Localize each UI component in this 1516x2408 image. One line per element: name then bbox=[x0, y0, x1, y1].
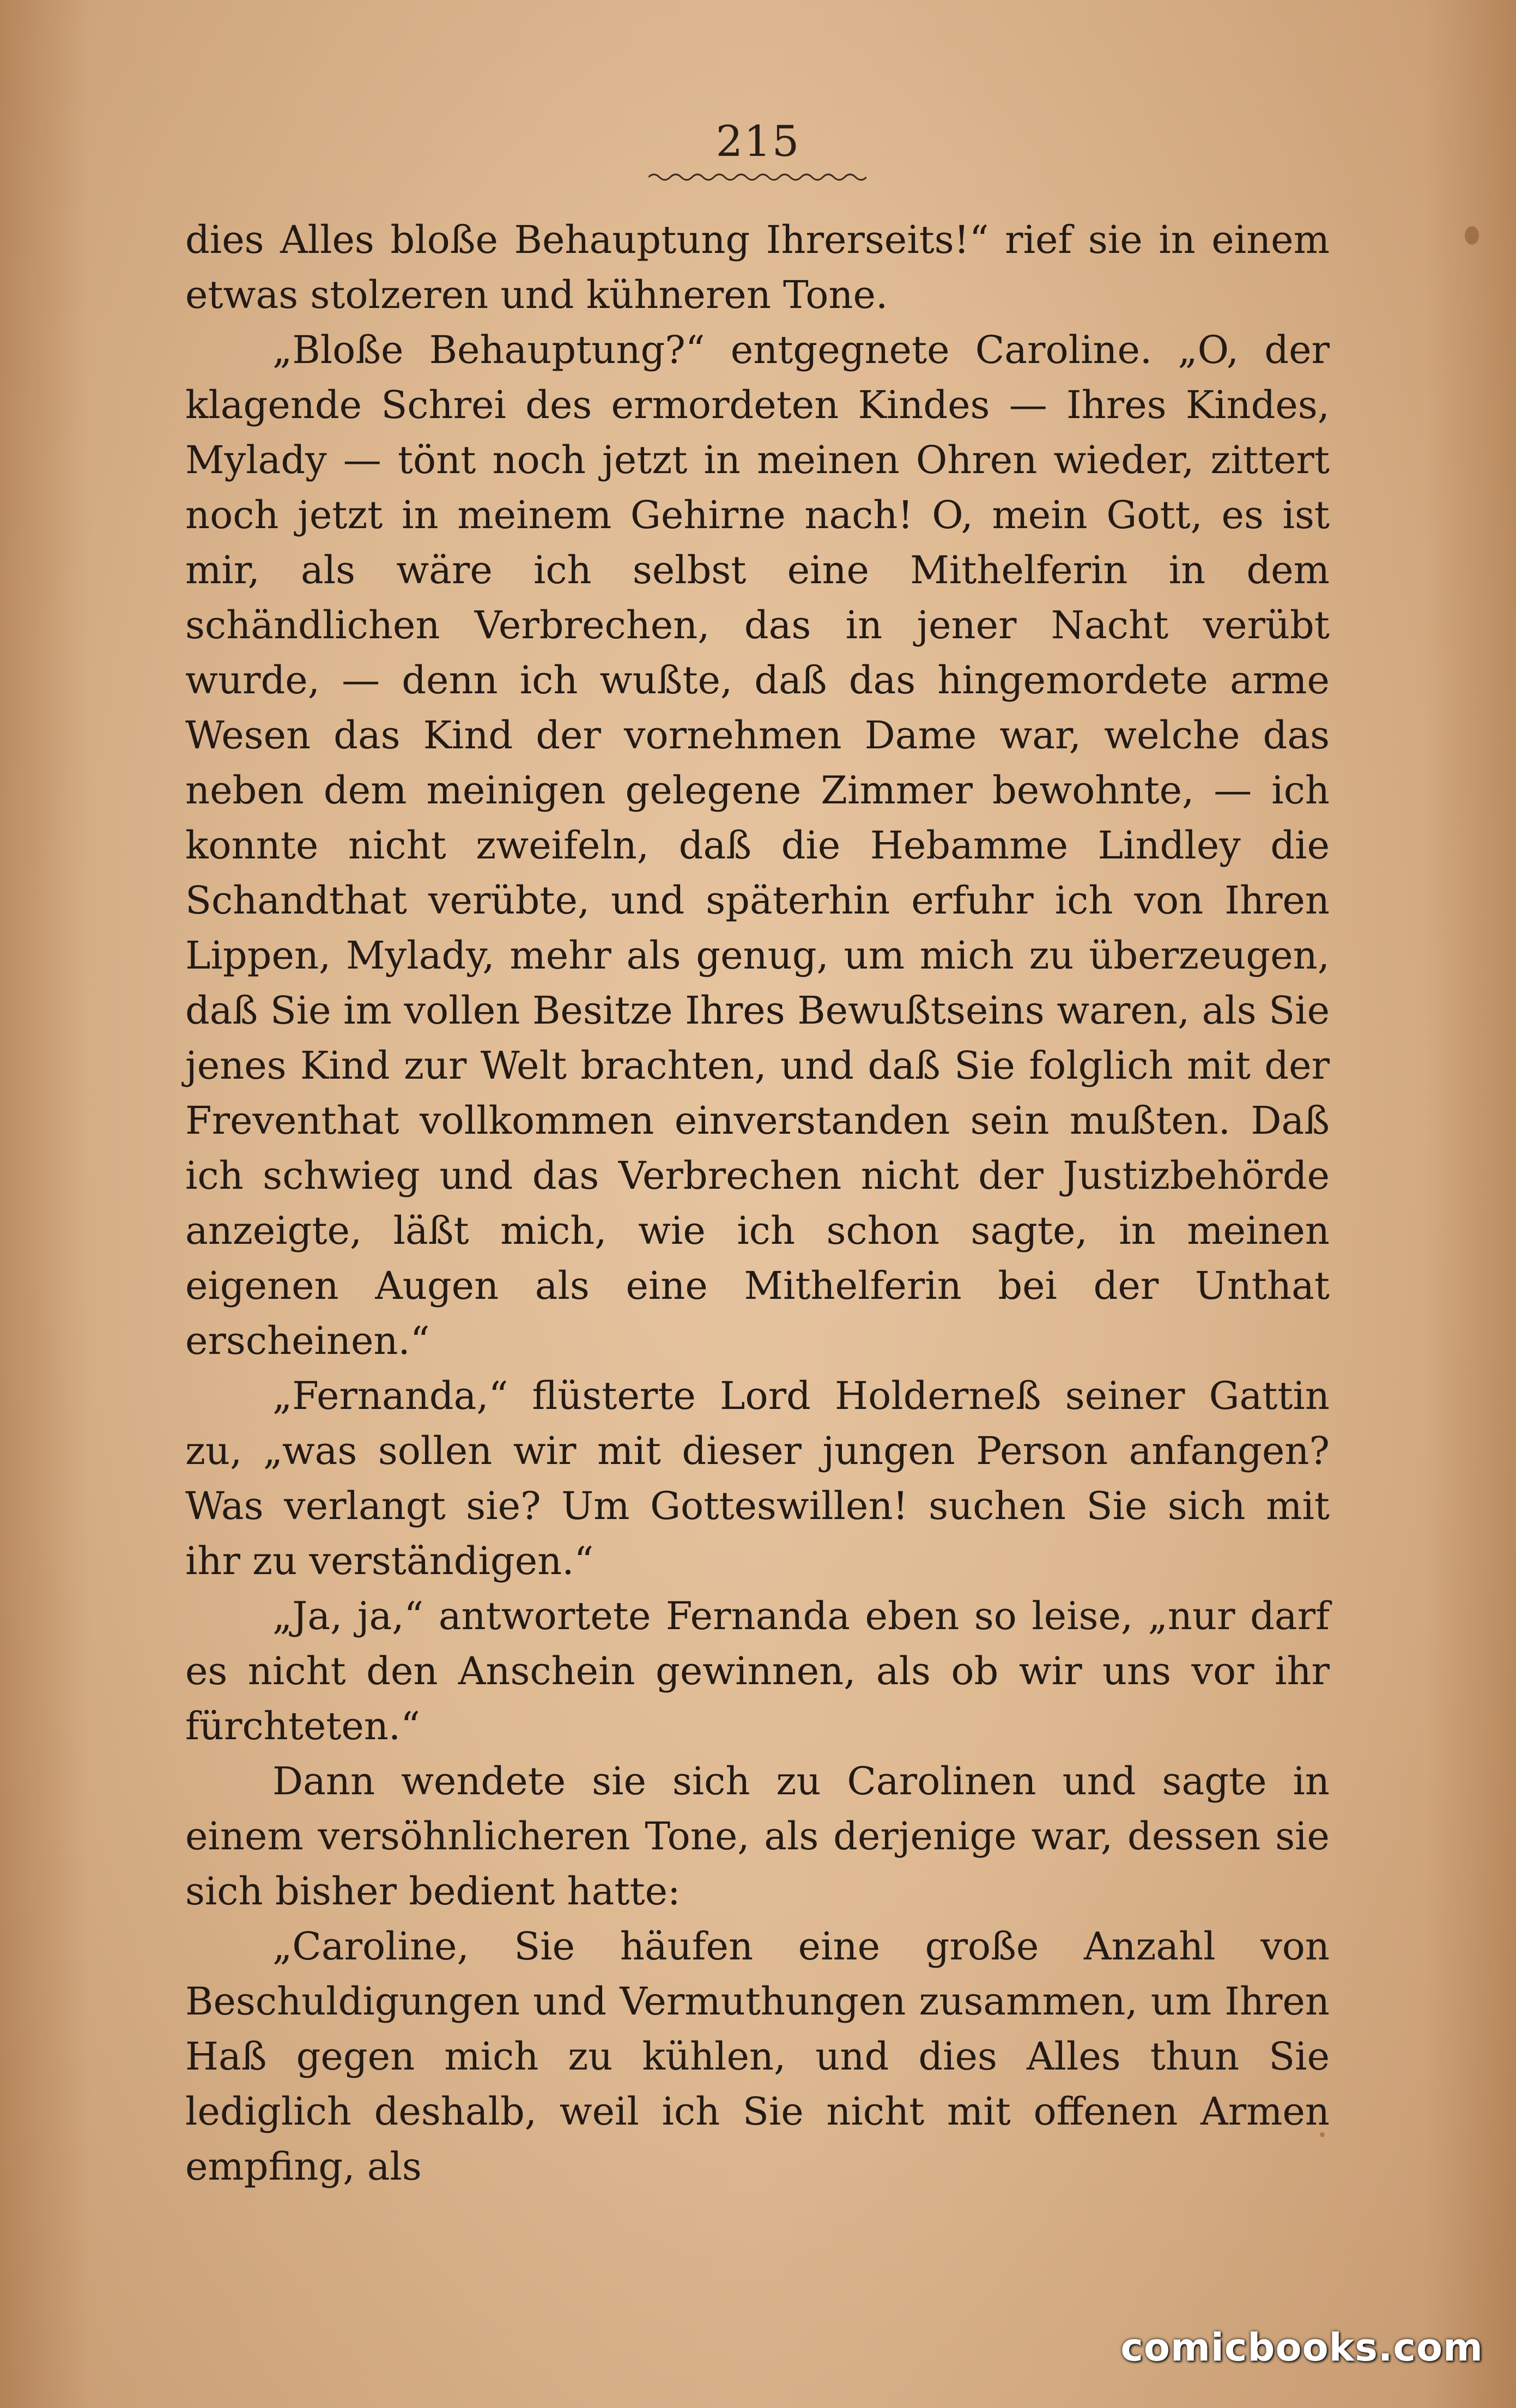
paragraph: Dann wendete sie sich zu Carolinen und sagte in einem versöhnlicheren Tone, als derjenige war, dessen sie sich bisher bedient hatte: bbox=[185, 1759, 1330, 1914]
body-text bbox=[185, 213, 1330, 2194]
page-number: 215 bbox=[715, 117, 801, 166]
header-ornament bbox=[648, 169, 866, 185]
watermark: comicbooks.com bbox=[1120, 2325, 1483, 2370]
paragraph: „Ja, ja,“ antwortete Fernanda eben so leise, „nur darf es nicht den Anschein gewinnen, als ob wir uns vor ihr fürchteten.“ bbox=[185, 1594, 1330, 1748]
paragraph: „Caroline, Sie häufen eine große Anzahl von Beschuldigungen und Vermuthungen zusammen, um Ihren Haß gegen mich zu kühlen, und dies Alles thun Sie lediglich deshalb, weil ich Sie nicht mit offenen Armen empfing, als bbox=[185, 1924, 1330, 2189]
paragraph: „Fernanda,“ flüsterte Lord Holderneß seiner Gattin zu, „was sollen wir mit dieser jungen Person anfangen? Was verlangt sie? Um Gotteswillen! suchen Sie sich mit ihr zu verständigen.“ bbox=[185, 1374, 1330, 1583]
paragraph: dies Alles bloße Behauptung Ihrerseits!“ rief sie in einem etwas stolzeren und kühneren Tone. bbox=[185, 217, 1330, 317]
paragraph: „Bloße Behauptung?“ entgegnete Caroline. „O, der klagende Schrei des ermordeten Kindes — Ihres Kindes, Mylady — tönt noch jetzt in meinen Ohren wieder, zittert noch jetzt in meinem Gehirne nach! O, mein Gott, es ist mir, als wäre ich selbst eine Mithelferin in dem schändlichen Verbrechen, das in jener Nacht verübt wurde, — denn ich wußte, daß das hingemordete arme Wesen das Kind der vornehmen Dame war, welche das neben dem meinigen gelegene Zimmer bewohnte, — ich konnte nicht zweifeln, daß die Hebamme Lindley die Schandthat verübte, und späterhin erfuhr ich von Ihren Lippen, Mylady, mehr als genug, um mich zu überzeugen, daß Sie im vollen Besitze Ihres Bewußtseins waren, als Sie jenes Kind zur Welt brachten, und daß Sie folglich mit der Freventhat vollkommen einverstanden sein mußten. Daß ich schwieg und das Verbrechen nicht der Justizbehörde anzeigte, läßt mich, wie ich schon sagte, in meinen eigenen Augen als eine Mithelferin bei der Unthat erscheinen.“ bbox=[185, 328, 1330, 1363]
ink-stain bbox=[1465, 226, 1479, 245]
